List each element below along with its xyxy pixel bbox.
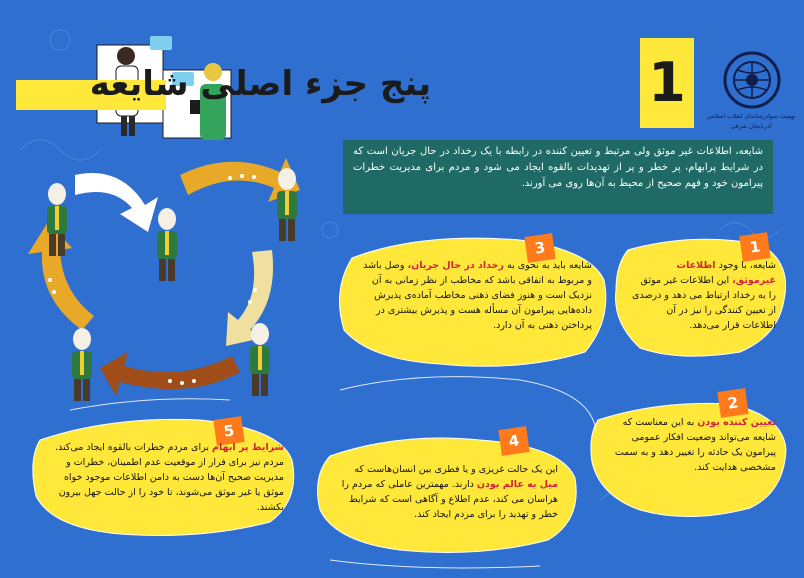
title-area: [16, 58, 431, 118]
item-1-pre: شایعه، با وجود: [715, 260, 776, 271]
organization-logo: [722, 50, 782, 110]
item-4-post: دارند. مهمترین عاملی که مردم را هراسان می کند، عدم اطلاع و آگاهی است که شرایط خطر و تهدید را برای مردم ایجاد کند.: [341, 479, 558, 520]
intro-paragraph: شایعه، اطلاعات غیر موثق ولی مرتبط و تعیین کننده در رابطه با یک رخداد در حال جریان است که در شرایط پرابهام، پر خطر و پر از تهدیدات بالقوه ایجاد می شود و مردم برای مدیریت خطرات پیرامون خود و فهم صحیح از محیط به آن‌ها روی می آورند.: [343, 140, 773, 214]
arrow-brown-bottom: [100, 352, 240, 396]
item-4-highlight: میل به عالم بودن: [476, 479, 558, 490]
logo-text-line2: آذربایجان شرقی: [730, 123, 772, 130]
item-1-text: [632, 258, 776, 333]
logo-text-line1: نهضت سوادرسانه‌ای انقلاب اسلامی: [706, 113, 796, 120]
item-1-highlight: اطلاعات غیرموثق،: [676, 260, 776, 286]
item-5-highlight: شرایط پر ابهام: [212, 442, 284, 453]
arrow-white-top: [75, 173, 158, 232]
badge-item-1: 1: [739, 232, 770, 262]
badge-item-3: 3: [524, 233, 555, 263]
item-3-post: وصل باشد و مربوط به اتفاقی باشد که مخاطب از نظر زمانی به آن نزدیک است و هنوز فضای ذهنی مخاطب آماده‌ی پذیرش داده‌هایی پیرامون آن مسأله هست و پذیرش بیشتری در پرداختن ذهنی به آن دارد.: [363, 260, 592, 331]
item-2-post: به این معناست که شایعه می‌تواند وضعیت افکار عمومی پیرامون یک حادثه را تغییر دهد و به سمت مشخصی هدایت کند.: [614, 417, 776, 473]
item-3-text: [360, 258, 592, 333]
item-2-highlight: تعیین کننده بودن: [697, 417, 776, 428]
section-number: 1: [640, 38, 694, 128]
badge-item-2: 2: [717, 388, 748, 418]
item-5-post: برای مردم خطرات بالقوه ایجاد می‌کند. مردم نیز برای فرار از موقعیت عدم اطمینان، خطرات و مدیریت صحیح آن‌ها دست به دامن اطلاعات موجود خواه موثق یا غیر موثق می‌شوند، تا خود را از حالت جهل بیرون بکشند.: [54, 442, 284, 513]
item-4-pre: این یک حالت غریزی و یا فطری بین انسان‌هاست که: [354, 464, 558, 475]
item-3-highlight: رخداد در حال جریان،: [407, 260, 504, 271]
badge-item-4: 4: [498, 426, 529, 456]
item-1-post: این اطلاعات غیر موثق را به رخداد ارتباط می دهد و درصدی از تعیین کنندگی را نیز در آن اطلاعات قرار می‌دهد.: [632, 275, 776, 331]
badge-item-5: 5: [213, 416, 244, 446]
item-4-text: [336, 462, 558, 522]
item-5-text: [48, 440, 284, 515]
item-2-text: [608, 415, 776, 475]
item-3-pre: شایعه باید به نحوی به: [503, 260, 592, 271]
page-title: پنج جزء اصلی شایعه: [89, 64, 431, 104]
